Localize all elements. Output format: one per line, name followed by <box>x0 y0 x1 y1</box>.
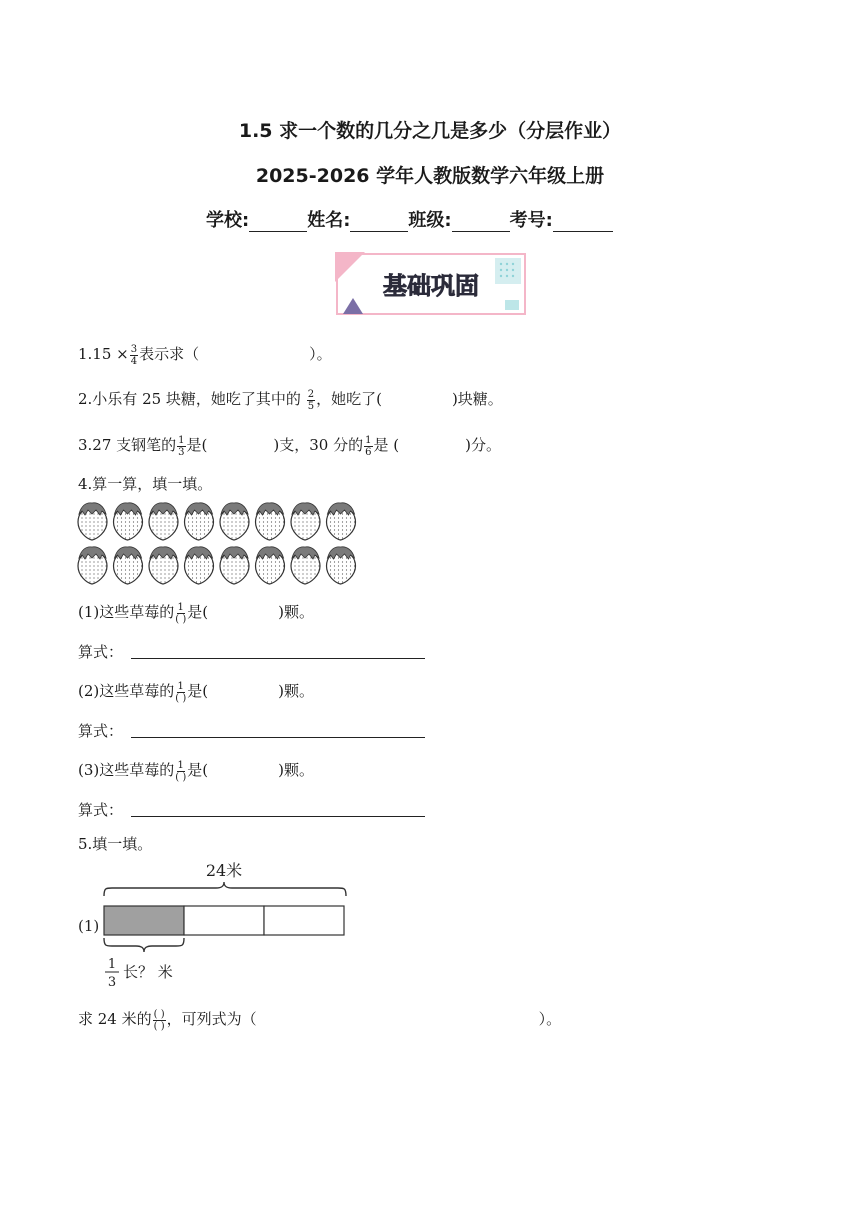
q3-mid2: )支，30 分的 <box>273 436 364 454</box>
q4-p2-den: ( ) <box>175 692 187 704</box>
q2-den: 5 <box>307 400 315 412</box>
q3-den2: 6 <box>365 446 372 458</box>
q4-p3-close: )颗。 <box>278 761 314 779</box>
q1-close: ）。 <box>309 345 332 363</box>
strawberry-icon <box>291 503 320 540</box>
q4-p1-fraction <box>175 602 186 625</box>
q4-formula-1 <box>78 641 123 662</box>
q3-mid3: 是 ( <box>373 436 400 454</box>
q4-p1-mid: 是( <box>187 603 209 621</box>
q5-prefix: 求 24 米的 <box>78 1010 152 1028</box>
part-label: (1) <box>78 917 100 935</box>
q4-part-1 <box>78 601 314 625</box>
class-label: 班级: <box>408 210 452 231</box>
question-3 <box>78 434 501 458</box>
total-length-label: 24米 <box>205 861 243 880</box>
strawberry-grid <box>76 500 376 588</box>
segment <box>184 906 264 935</box>
name-blank[interactable] <box>350 215 408 232</box>
q3-fraction-1 <box>177 435 185 458</box>
q5-den: ( ) <box>153 1020 165 1032</box>
q4-p2-mid: 是( <box>187 682 209 700</box>
strawberry-icon <box>220 547 249 584</box>
q4-p1-num: 1 <box>177 601 184 613</box>
q4-part-3 <box>78 759 314 783</box>
strawberry-icon <box>256 547 285 584</box>
strawberry-icon <box>256 503 285 540</box>
strawberry-icon <box>327 503 356 540</box>
strawberry-icon <box>78 547 107 584</box>
q4-p2-num: 1 <box>177 680 184 692</box>
shaded-segment <box>104 906 184 935</box>
q1-fraction <box>130 344 138 367</box>
q4-formula-3 <box>78 799 123 820</box>
strawberry-icon <box>291 547 320 584</box>
page-subtitle: 2025-2026 学年人教版数学六年级上册 <box>255 165 605 187</box>
banner-text: 基础巩固 <box>383 272 479 300</box>
q2-fraction <box>307 389 315 412</box>
strawberry-icon <box>78 503 107 540</box>
q5-close: ）。 <box>538 1010 562 1028</box>
q4-p3-fraction <box>175 760 186 783</box>
student-info-row <box>206 206 613 232</box>
exam-number-blank[interactable] <box>553 215 613 232</box>
question-1 <box>78 343 332 367</box>
question-2 <box>78 388 503 412</box>
school-label: 学校: <box>206 210 250 231</box>
q4-p1-close: )颗。 <box>278 603 314 621</box>
q4-formula-3-line[interactable] <box>131 816 425 817</box>
q4-part-2 <box>78 680 314 704</box>
segment-diagram <box>76 856 356 992</box>
strawberry-icon <box>114 503 143 540</box>
q4-p3-mid: 是( <box>187 761 209 779</box>
q5-mid: ，可列式为（ <box>166 1010 257 1028</box>
bottom-brace <box>104 938 184 952</box>
bottom-frac-den: 3 <box>107 975 117 990</box>
q3-num1: 1 <box>178 434 185 446</box>
question-5-title: 5.填一填。 <box>78 835 153 853</box>
strawberry-icon <box>149 547 178 584</box>
q4-formula-2-line[interactable] <box>131 737 425 738</box>
class-blank[interactable] <box>452 215 510 232</box>
strawberry-icon <box>327 547 356 584</box>
section-banner <box>335 252 527 316</box>
bottom-frac-num: 1 <box>107 957 117 972</box>
q4-formula-1-line[interactable] <box>131 658 425 659</box>
q2-prefix: 2.小乐有 25 块糖，她吃了其中的 <box>78 390 301 408</box>
strawberry-icon <box>220 503 249 540</box>
strawberry-icon <box>149 503 178 540</box>
segment <box>264 906 344 935</box>
q3-close: )分。 <box>465 436 501 454</box>
q5-num: ( ) <box>153 1008 165 1020</box>
q4-f2-label: 算式： <box>78 722 124 740</box>
q4-p2-close: )颗。 <box>278 682 314 700</box>
page-title: 1.5 求一个数的几分之几是多少（分层作业） <box>238 120 622 142</box>
q3-fraction-2 <box>364 435 372 458</box>
q4-p2-fraction <box>175 681 186 704</box>
bottom-length-label: 长？ 米 <box>123 963 173 981</box>
q2-num: 2 <box>307 388 315 400</box>
q4-p3-den: ( ) <box>175 771 187 783</box>
q1-prefix: 1.15 × <box>78 345 129 363</box>
q3-mid1: 是( <box>186 436 208 454</box>
q4-p2-prefix: (2)这些草莓的 <box>78 682 175 700</box>
strawberry-icon <box>185 503 214 540</box>
q1-den: 4 <box>130 355 138 367</box>
q4-f1-label: 算式： <box>78 643 124 661</box>
strawberry-icon <box>114 547 143 584</box>
q4-f3-label: 算式： <box>78 801 124 819</box>
q1-num: 3 <box>130 343 138 355</box>
q4-p1-den: ( ) <box>175 613 187 625</box>
q4-p1-prefix: (1)这些草莓的 <box>78 603 175 621</box>
q4-formula-2 <box>78 720 123 741</box>
school-blank[interactable] <box>249 215 307 232</box>
q5-fraction <box>153 1009 166 1032</box>
top-brace <box>104 882 346 896</box>
q2-close: )块糖。 <box>451 390 503 408</box>
exam-number-label: 考号: <box>509 210 553 231</box>
q1-suffix: 表示求（ <box>139 345 200 363</box>
q3-num2: 1 <box>365 434 372 446</box>
q4-p3-prefix: (3)这些草莓的 <box>78 761 175 779</box>
name-label: 姓名: <box>307 210 351 231</box>
q4-p3-num: 1 <box>177 759 184 771</box>
q3-prefix: 3.27 支钢笔的 <box>78 436 177 454</box>
q2-mid: ，她吃了( <box>316 390 382 408</box>
q5-question <box>78 1008 561 1032</box>
q3-den1: 3 <box>178 446 185 458</box>
question-4-title: 4.算一算，填一填。 <box>78 475 213 493</box>
strawberry-icon <box>185 547 214 584</box>
